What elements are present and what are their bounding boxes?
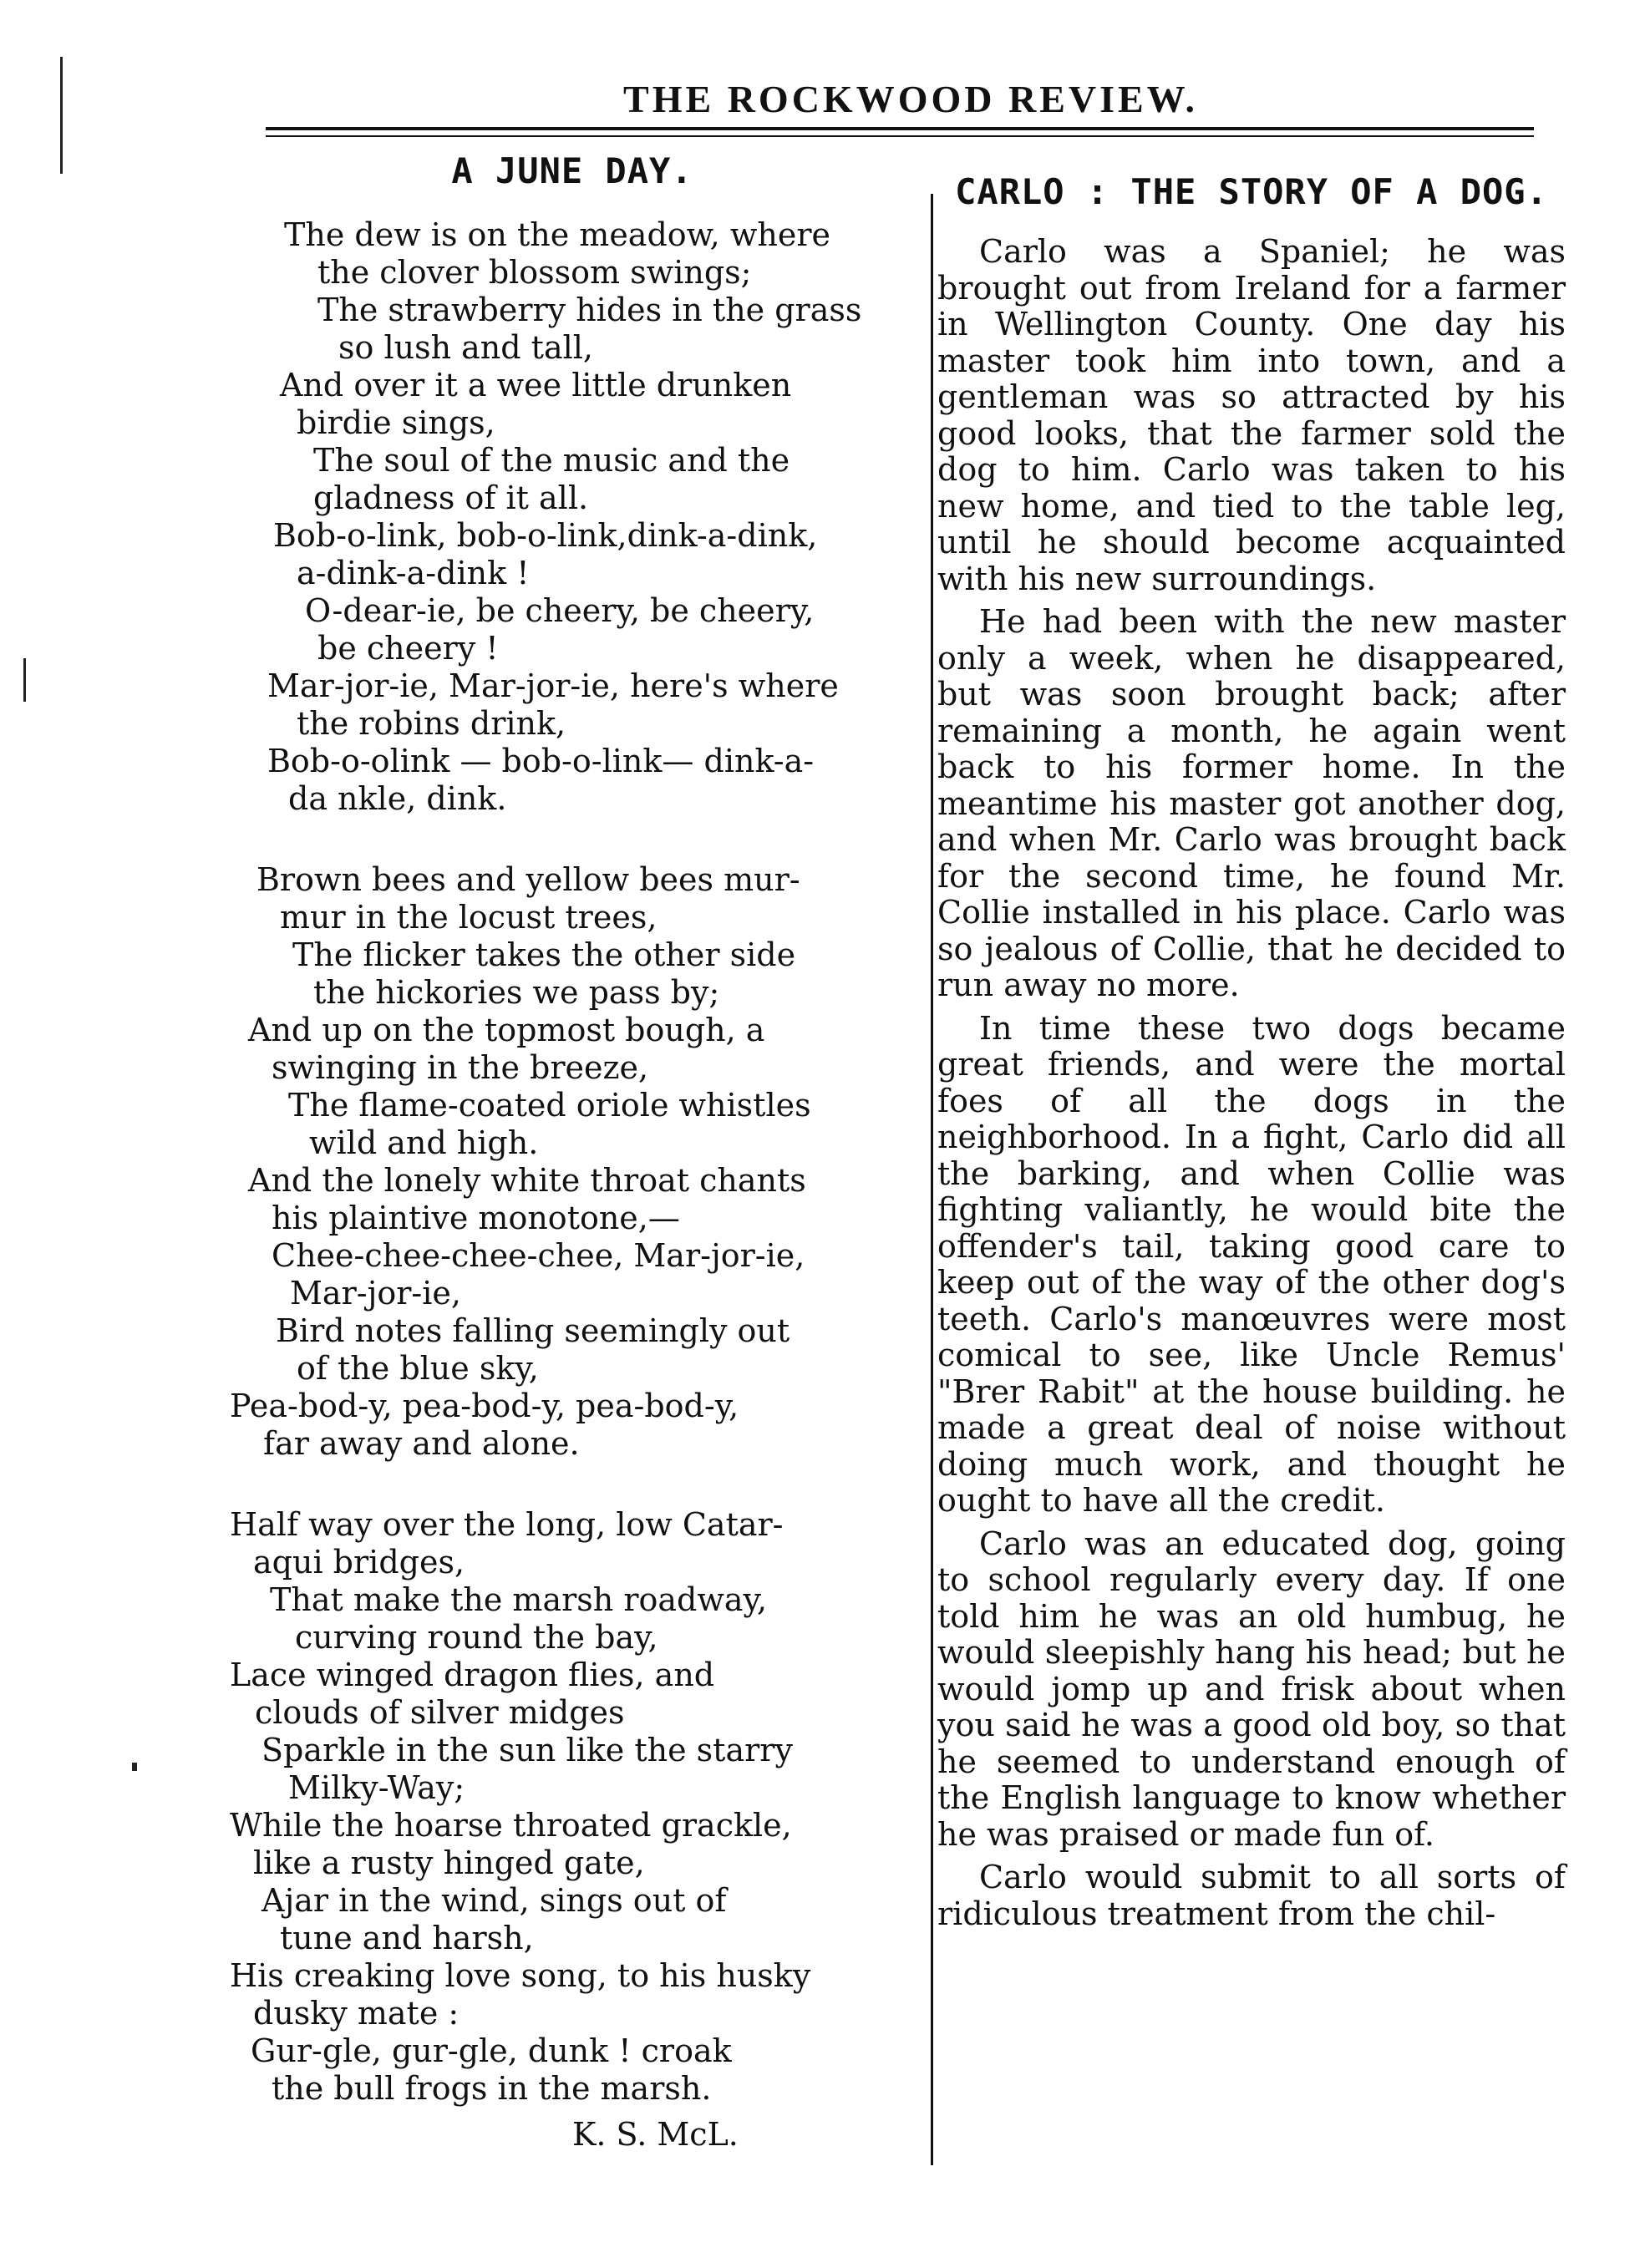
story-title: CARLO : THE STORY OF A DOG. <box>955 171 1548 212</box>
poem-line: While the hoarse throated grackle, <box>230 1807 792 1844</box>
poem-line: like a rusty hinged gate, <box>253 1844 645 1881</box>
scan-mark <box>60 57 63 174</box>
story-paragraph: In time these two dogs became great friends, and were the mortal foes of all the dogs in the neighborhood. In a fight, Carlo did all the barking, and when Collie was fighting valiantly, he would bite the offender's tail, taking good care to keep out of the way of the other dog's teeth. Carlo's manœuvres were most comical to see, like Uncle Remus' "Brer Rabit" at the house building. he made a great deal of noise without doing much work, and thought he ought to have all the credit. <box>937 1009 1566 1519</box>
poem-line: Ajar in the wind, sings out of <box>261 1882 727 1919</box>
poem-line: Mar-jor-ie, <box>290 1275 461 1312</box>
scan-mark <box>23 658 26 702</box>
poem-line: The soul of the music and the <box>313 442 790 479</box>
poem-line: His creaking love song, to his husky <box>230 1957 811 1994</box>
poem-line: clouds of silver midges <box>255 1694 625 1731</box>
poem-line: The flicker takes the other side <box>292 936 796 973</box>
poem-line: a-dink-a-dink ! <box>297 555 530 591</box>
poem-line: The flame-coated oriole whistles <box>288 1087 811 1124</box>
poem-line: gladness of it all. <box>313 479 589 516</box>
masthead-rule <box>266 127 1534 130</box>
poem-line: Sparkle in the sun like the starry <box>261 1732 793 1768</box>
poem-line: of the blue sky, <box>297 1350 539 1387</box>
poem-line: Bird notes falling seemingly out <box>276 1312 790 1349</box>
story-paragraph: Carlo was an educated dog, going to school regularly every day. If one told him he was an old humbug, he would sleepishly hang his head; but he would jomp up and frisk about when you said he was a good old boy, so that he seemed to understand enough of the English language to know whether he was praised or made fun of. <box>937 1525 1566 1853</box>
poem-line: mur in the locust trees, <box>280 899 658 936</box>
poem-line: his plaintive monotone,— <box>272 1200 680 1236</box>
story-column <box>937 171 1566 1939</box>
poem-line: Half way over the long, low Catar- <box>230 1506 784 1543</box>
poem-line: The dew is on the meadow, where <box>284 216 830 253</box>
poem-line: Mar-jor-ie, Mar-jor-ie, here's where <box>267 667 839 704</box>
poem-line: da nkle, dink. <box>288 780 507 817</box>
poem-line: That make the marsh roadway, <box>270 1581 768 1618</box>
story-paragraph: He had been with the new master only a week, when he disappeared, but was soon brought back; after remaining a month, he again went back to his former home. In the meantime his master got another dog, and when Mr. Carlo was brought back for the second time, he found Mr. Collie installed in his place. Carlo was so jealous of Collie, that he decided to run away no more. <box>937 603 1566 1003</box>
masthead: THE ROCKWOOD REVIEW. <box>623 78 1198 120</box>
poem-line: O-dear-ie, be cheery, be cheery, <box>305 592 815 629</box>
poem-line: Bob-o-olink — bob-o-link— dink-a- <box>267 743 815 779</box>
poem-line: Pea-bod-y, pea-bod-y, pea-bod-y, <box>230 1388 739 1424</box>
poem-column <box>230 150 915 2154</box>
poem-line: Lace winged dragon flies, and <box>230 1657 715 1693</box>
poem-line: the robins drink, <box>297 705 566 742</box>
column-divider <box>931 194 933 2165</box>
poem-line: And up on the topmost bough, a <box>248 1012 765 1048</box>
poem-line: the clover blossom swings; <box>317 254 752 291</box>
poem-line: dusky mate : <box>253 1995 460 2032</box>
poem-stanza <box>230 861 915 1463</box>
poem-line: swinging in the breeze, <box>272 1049 649 1086</box>
story-paragraph: Carlo was a Spaniel; he was brought out from Ireland for a farmer in Wellington County. One day his master took him into town, and a gentleman was so attracted by his good looks, that the farmer sold the dog to him. Carlo was taken to his new home, and tied to the table leg, until he should become acquainted with his new surroundings. <box>937 233 1566 597</box>
story-paragraph: Carlo would submit to all sorts of ridiculous treatment from the chil- <box>937 1859 1566 1932</box>
poem-line: far away and alone. <box>263 1425 580 1462</box>
poem-line: birdie sings, <box>297 404 495 441</box>
poem-line: the bull frogs in the marsh. <box>272 2070 712 2107</box>
poem-line: And the lonely white throat chants <box>248 1162 806 1199</box>
poem-title: A JUNE DAY. <box>451 150 693 191</box>
scan-mark <box>132 1763 137 1771</box>
poem-stanza <box>230 1506 915 2108</box>
poem-line: And over it a wee little drunken <box>280 367 792 403</box>
poem-line: be cheery ! <box>317 630 499 667</box>
poem-line: Chee-chee-chee-chee, Mar-jor-ie, <box>272 1237 805 1274</box>
poem-line: tune and harsh, <box>280 1920 534 1956</box>
poem-line: curving round the bay, <box>295 1619 658 1656</box>
poem-line: Bob-o-link, bob-o-link,dink-a-dink, <box>273 517 818 554</box>
masthead-rule-thin <box>266 135 1534 137</box>
poem-stanza <box>230 216 915 818</box>
poem-line: Brown bees and yellow bees mur- <box>256 861 800 898</box>
poem-line: wild and high. <box>309 1124 539 1161</box>
poem-line: The strawberry hides in the grass <box>317 292 862 328</box>
poem-line: so lush and tall, <box>338 329 593 366</box>
poem-line: the hickories we pass by; <box>313 974 720 1011</box>
poem-line: aqui bridges, <box>253 1544 465 1580</box>
poem-line: Gur-gle, gur-gle, dunk ! croak <box>251 2032 732 2069</box>
poem-line: Milky-Way; <box>288 1769 465 1806</box>
poem-signature: K. S. McL. <box>572 2116 739 2153</box>
